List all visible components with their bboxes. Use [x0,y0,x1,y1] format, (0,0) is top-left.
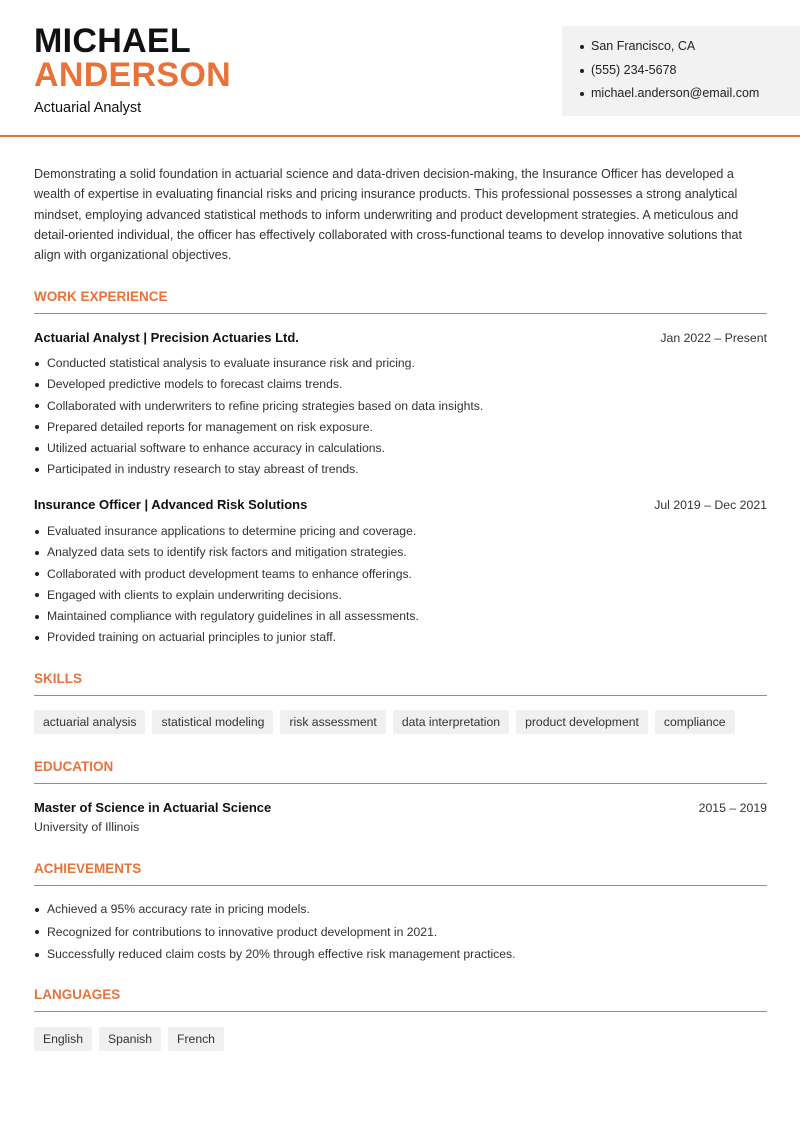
bullet-icon [35,425,39,429]
bullet-icon [35,404,39,408]
section-title-work: WORK EXPERIENCE [34,289,767,314]
education-header [34,800,767,815]
skill-chip: product development [516,710,648,734]
contact-phone: (555) 234-5678 [580,62,800,86]
bullet-icon [580,69,584,73]
bullet-icon [35,572,39,576]
contact-box [562,26,800,116]
language-chip: English [34,1027,92,1051]
languages-list [34,1027,224,1051]
achievements-list [34,901,767,969]
job-dates: Jan 2022 – Present [660,331,767,345]
list-item: Recognized for contributions to innovative product development in 2021. [34,924,767,947]
section-title-languages: LANGUAGES [34,987,767,1012]
list-item: Successfully reduced claim costs by 20% through effective risk management practices. [34,946,767,969]
language-chip: Spanish [99,1027,161,1051]
bullet-icon [35,615,39,619]
skill-chip: data interpretation [393,710,509,734]
bullet-icon [35,953,39,957]
skill-chip: risk assessment [280,710,385,734]
section-title-education: EDUCATION [34,759,767,784]
bullet-icon [35,908,39,912]
language-chip: French [168,1027,224,1051]
bullet-icon [35,447,39,451]
bullet-icon [580,45,584,49]
education-dates: 2015 – 2019 [698,801,767,815]
list-item: Conducted statistical analysis to evaluate insurance risk and pricing. [34,355,767,376]
job-title: Insurance Officer | Advanced Risk Solutions [34,497,308,512]
list-item: Collaborated with underwriters to refine pricing strategies based on data insights. [34,398,767,419]
job-bullets [34,355,767,483]
degree: Master of Science in Actuarial Science [34,800,272,815]
job-header [34,497,767,512]
bullet-icon [35,636,39,640]
first-name: MICHAEL [34,22,191,60]
list-item: Maintained compliance with regulatory guidelines in all assessments. [34,608,767,629]
job-title: Actuarial Analyst | Precision Actuaries Ltd. [34,330,299,345]
bullet-icon [35,468,39,472]
bullet-icon [35,551,39,555]
list-item: Evaluated insurance applications to determine pricing and coverage. [34,523,767,544]
summary: Demonstrating a solid foundation in actuarial science and data-driven decision-making, the Insurance Officer has developed a wealth of expertise in evaluating financial risks and pricing insurance products. This professional possesses a strong analytical mindset, employing advanced statistical methods to inform underwriting and product development strategies. A meticulous and detail-oriented individual, the officer has effectively collaborated with cross-functional teams to develop innovative solutions that align with organizational objectives. [34,167,742,263]
skill-chip: statistical modeling [152,710,273,734]
list-item: Prepared detailed reports for management on risk exposure. [34,419,767,440]
bullet-icon [35,930,39,934]
job-header [34,330,767,345]
bullet-icon [35,383,39,387]
bullet-icon [35,530,39,534]
job-bullets [34,523,767,651]
last-name: ANDERSON [34,56,231,94]
list-item: Developed predictive models to forecast claims trends. [34,376,767,397]
job-dates: Jul 2019 – Dec 2021 [654,498,767,512]
bullet-icon [580,92,584,96]
skills-list [34,710,735,734]
bullet-icon [35,362,39,366]
contact-location: San Francisco, CA [580,38,800,62]
skill-chip: actuarial analysis [34,710,145,734]
bullet-icon [35,593,39,597]
section-title-skills: SKILLS [34,671,767,696]
list-item: Utilized actuarial software to enhance accuracy in calculations. [34,440,767,461]
list-item: Collaborated with product development teams to enhance offerings. [34,566,767,587]
list-item: Engaged with clients to explain underwriting decisions. [34,587,767,608]
school: University of Illinois [34,820,140,834]
list-item: Provided training on actuarial principles to junior staff. [34,629,767,650]
list-item: Analyzed data sets to identify risk factors and mitigation strategies. [34,544,767,565]
skill-chip: compliance [655,710,735,734]
resume-header [0,0,800,137]
section-title-achievements: ACHIEVEMENTS [34,861,767,886]
list-item: Achieved a 95% accuracy rate in pricing models. [34,901,767,924]
list-item: Participated in industry research to stay abreast of trends. [34,461,767,482]
job-title: Actuarial Analyst [34,100,142,116]
contact-email[interactable]: michael.anderson@email.com [580,85,800,109]
